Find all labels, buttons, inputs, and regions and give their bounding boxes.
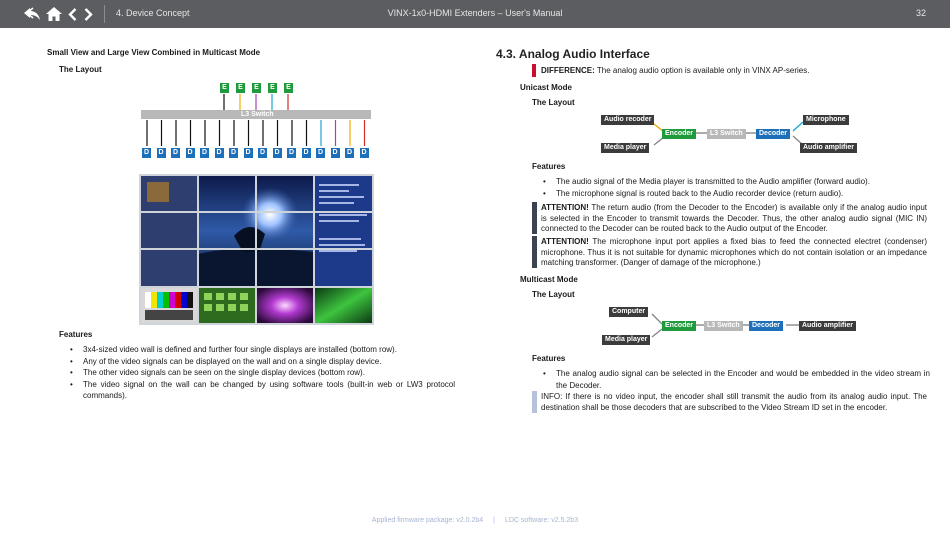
attention-bar <box>532 236 537 268</box>
decoder-chip: D <box>187 149 193 156</box>
list-item: • The other video signals can be seen on the single display devices (bottom row). <box>59 367 455 379</box>
list-item: • The analog audio signal can be selected in the Encoder and would be embedded in the video stream in the Decoder. <box>532 368 930 391</box>
firmware-version: Applied firmware package: v2.0.2b4 <box>371 517 484 524</box>
decoder-chip: D <box>230 149 237 156</box>
media-player-label: Media player <box>601 143 649 153</box>
l3-switch-label: L3 Switch <box>707 129 746 139</box>
attention-note-2 <box>541 237 927 269</box>
encoder-label: Encoder <box>662 129 696 139</box>
ldc-version: LDC software: v2.5.2b3 <box>504 517 579 524</box>
video-wall-graphic <box>139 174 374 325</box>
info-bar <box>532 391 537 413</box>
decoder-label: Decoder <box>756 129 790 139</box>
left-heading: Small View and Large View Combined in Multicast Mode <box>47 48 261 57</box>
section-heading: 4.3. Analog Audio Interface <box>496 47 650 61</box>
multicast-layout-label: The Layout <box>532 290 575 299</box>
l3-switch-label: L3 Switch <box>241 111 274 118</box>
unicast-features-label: Features <box>532 162 566 171</box>
page-number: 32 <box>915 8 926 18</box>
decoder-chip: D <box>201 149 208 156</box>
decoder-chip: D <box>274 149 280 156</box>
attention-text: The microphone input port applies a fixed bias to feed the connected electret (condenser) microphone. Thus it is not suitable for dynamic microphones which do not contain isolation or an impedance matching transformer. (Danger of damage of the microphone.) <box>541 237 927 267</box>
decoder-chip: D <box>346 149 353 156</box>
microphone-label: Microphone <box>803 115 849 125</box>
multicast-audio-diagram <box>600 304 860 346</box>
encoder-label: Encoder <box>662 321 696 331</box>
attention-label: ATTENTION! <box>541 203 589 212</box>
attention-bar <box>532 202 537 234</box>
unicast-layout-label: The Layout <box>532 98 575 107</box>
decoder-chip: D <box>259 149 266 156</box>
computer-label: Computer <box>609 307 648 317</box>
audio-amplifier-label: Audio amplifier <box>800 143 857 153</box>
encoder-chip: E <box>220 83 229 93</box>
info-note: INFO: If there is no video input, the encoder shall still transmit the audio from its analog audio input. The destination shall be those decoders that are subscribed to the Video Stream ID set in the encoder. <box>541 392 927 412</box>
attention-note-1 <box>541 203 927 235</box>
multicast-features-label: Features <box>532 354 566 363</box>
list-item: • 3x4-sized video wall is defined and further four single displays are installed (bottom row). <box>59 344 455 356</box>
decoder-chip: D <box>216 149 222 156</box>
left-layout-label: The Layout <box>59 65 102 74</box>
decoder-chip: D <box>158 149 164 156</box>
decoder-chip: D <box>143 149 150 156</box>
unicast-features-list <box>532 176 930 199</box>
video-wall-network-diagram <box>138 80 378 170</box>
multicast-features-list <box>532 368 930 391</box>
unicast-audio-diagram <box>600 112 860 154</box>
list-item: • The audio signal of the Media player is transmitted to the Audio amplifier (forward audio). <box>532 176 930 188</box>
footer <box>0 517 950 524</box>
difference-note <box>541 65 809 77</box>
left-features-list <box>59 344 455 402</box>
media-player-label: Media player <box>602 335 650 345</box>
decoder-chip: D <box>361 149 367 156</box>
difference-bar <box>532 64 536 77</box>
decoder-chip: D <box>245 149 251 156</box>
attention-text: The return audio (from the Decoder to the Encoder) is available only if the analog audio input is selected in the Encoder to transmit towards the Decoder. Thus, the other analog audio signal (MIC IN) connected to the Decoder can be routed back to the Audio output of the Encoder. <box>541 203 927 233</box>
document-title: VINX-1x0-HDMI Extenders – User's Manual <box>387 8 563 18</box>
video-wall-image <box>139 174 374 325</box>
difference-label: DIFFERENCE: <box>541 66 595 75</box>
decoder-label: Decoder <box>749 321 783 331</box>
audio-recorder-label: Audio recoder <box>601 115 654 125</box>
decoder-chip: D <box>303 149 309 156</box>
audio-amplifier-label: Audio amplifier <box>799 321 856 331</box>
section-title: 4. Device Concept <box>116 8 190 18</box>
difference-text: The analog audio option is available only in VINX AP-series. <box>594 66 810 75</box>
list-item: • The video signal on the wall can be changed by using software tools (built-in web or LW3 protocol commands). <box>59 379 455 402</box>
list-item: • The microphone signal is routed back to the Audio recorder device (return audio). <box>532 188 930 200</box>
multicast-title: Multicast Mode <box>520 275 578 284</box>
decoder-chip: D <box>317 149 324 156</box>
encoder-chip: E <box>268 83 277 93</box>
left-features-label: Features <box>59 330 93 339</box>
list-item: • Any of the video signals can be displayed on the wall and on a single display device. <box>59 356 455 368</box>
encoder-chip: E <box>252 83 261 93</box>
unicast-title: Unicast Mode <box>520 83 573 92</box>
attention-label: ATTENTION! <box>541 237 589 246</box>
decoder-chip: D <box>288 149 295 156</box>
footer-separator: | <box>493 517 495 524</box>
decoder-chip: D <box>172 149 179 156</box>
encoder-chip: E <box>284 83 293 93</box>
l3-switch-label: L3 Switch <box>704 321 743 331</box>
top-bar <box>0 0 950 28</box>
decoder-chip: D <box>332 149 338 156</box>
encoder-chip: E <box>236 83 245 93</box>
